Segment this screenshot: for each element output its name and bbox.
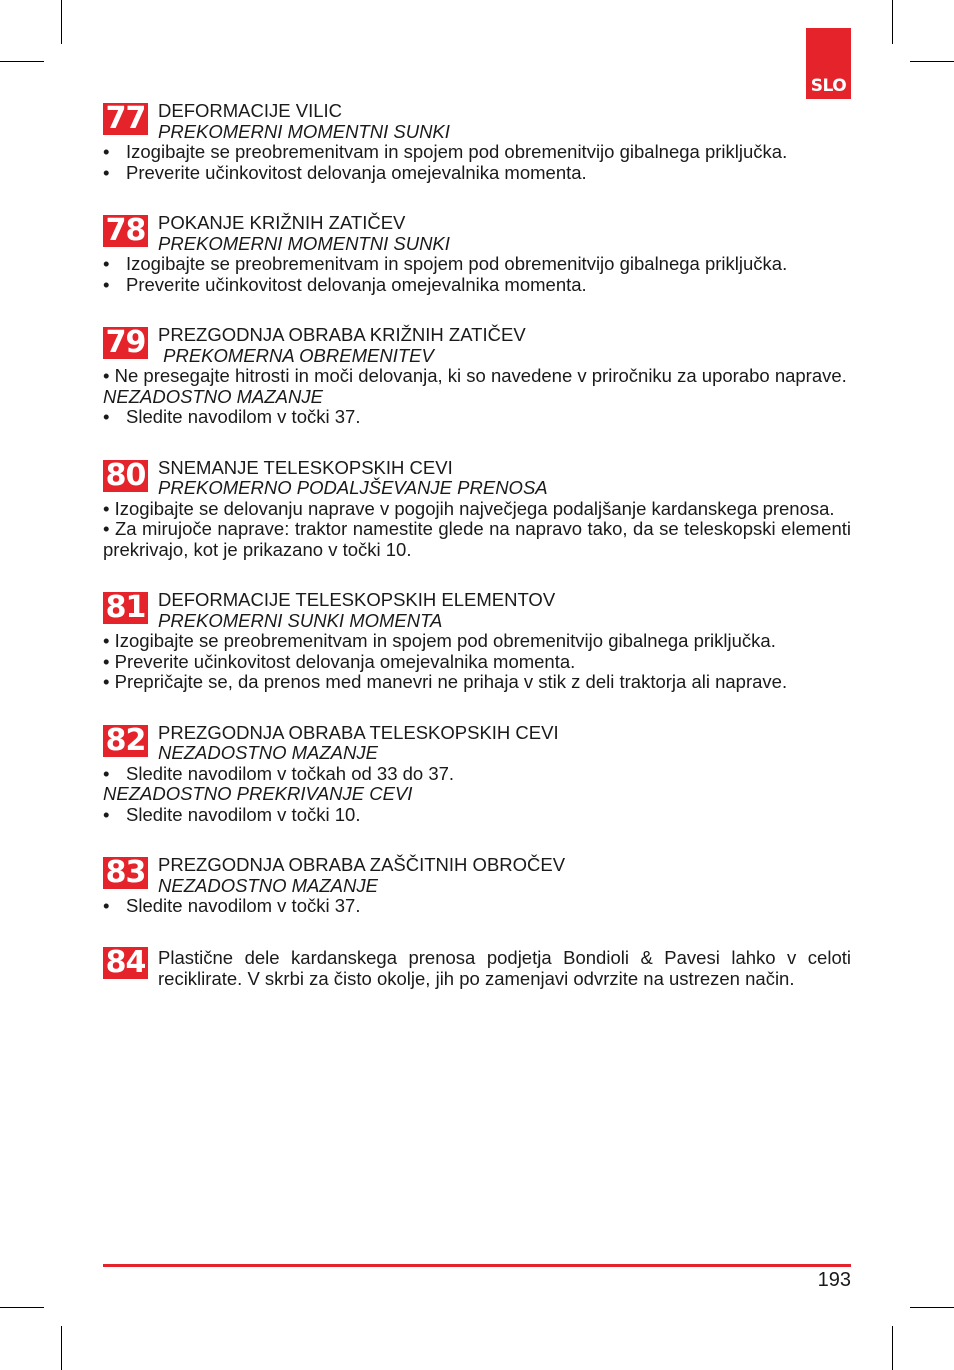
crop-mark bbox=[910, 61, 954, 62]
section-cause: PREKOMERNO PODALJŠEVANJE PRENOSA bbox=[158, 477, 548, 498]
section-body bbox=[103, 499, 851, 561]
section-title: SNEMANJE TELESKOPSKIH CEVI bbox=[158, 456, 453, 478]
paragraph: • Za mirujoče naprave: traktor namestite glede na napravo tako, da se teleskopski elementi prekrivajo, kot je prikazano v točki 10. bbox=[103, 518, 851, 560]
crop-mark bbox=[0, 1307, 44, 1308]
section-title: POKANJE KRIŽNIH ZATIČEV bbox=[158, 212, 406, 233]
section-cause: PREKOMERNI MOMENTNI SUNKI bbox=[158, 232, 450, 254]
section-cause: PREKOMERNI SUNKI MOMENTA bbox=[158, 609, 443, 631]
section-title: PREZGODNJA OBRABA ZAŠČITNIH OBROČEV bbox=[158, 854, 566, 875]
section-number-badge: 84 bbox=[103, 947, 148, 979]
section-cause: PREKOMERNI MOMENTNI SUNKI bbox=[158, 120, 450, 142]
section-heading bbox=[158, 325, 851, 366]
section-number-badge: 81 bbox=[103, 592, 148, 624]
paragraph: • Ne presegajte hitrosti in moči delovanja, ki so navedene v priročniku za uporabo naprave. bbox=[103, 365, 847, 386]
section-body bbox=[103, 896, 851, 917]
bullet-item: • Izogibajte se preobremenitvam in spojem pod obremenitvijo gibalnega priključka. bbox=[103, 254, 851, 275]
crop-mark bbox=[910, 1307, 954, 1308]
section-body bbox=[103, 142, 851, 183]
section-cause: PREKOMERNA OBREMENITEV bbox=[158, 344, 434, 366]
crop-mark bbox=[61, 0, 62, 44]
cause-label: NEZADOSTNO PREKRIVANJE CEVI bbox=[103, 783, 413, 804]
section-number-badge: 83 bbox=[103, 857, 148, 889]
paragraph: • Preverite učinkovitost delovanja omejevalnika momenta. bbox=[103, 650, 576, 672]
section-77 bbox=[103, 101, 851, 183]
paragraph: • Prepričajte se, da prenos med manevri ne prihaja v stik z deli traktorja ali naprave. bbox=[103, 671, 788, 692]
bullet-item: • Sledite navodilom v točkah od 33 do 37. bbox=[103, 764, 851, 785]
section-82 bbox=[103, 723, 851, 826]
language-tab bbox=[806, 28, 851, 99]
bullet-item: • Sledite navodilom v točki 10. bbox=[103, 805, 851, 826]
section-79 bbox=[103, 325, 851, 428]
section-title: DEFORMACIJE VILIC bbox=[158, 100, 342, 121]
section-80 bbox=[103, 458, 851, 561]
section-78 bbox=[103, 213, 851, 295]
bullet-item: • Sledite navodilom v točki 37. bbox=[103, 896, 851, 917]
section-84 bbox=[103, 944, 851, 989]
section-number-badge: 78 bbox=[103, 215, 148, 247]
section-number-badge: 77 bbox=[103, 103, 148, 135]
section-81 bbox=[103, 590, 851, 693]
section-heading bbox=[158, 723, 851, 764]
section-title: PREZGODNJA OBRABA TELESKOPSKIH CEVI bbox=[158, 721, 559, 743]
paragraph: • Izogibajte se delovanju naprave v pogojih največjega podaljšanje kardanskega prenosa. bbox=[103, 497, 835, 519]
section-cause: NEZADOSTNO MAZANJE bbox=[158, 742, 378, 763]
section-body bbox=[103, 764, 851, 826]
page-number: 193 bbox=[817, 1269, 851, 1291]
section-heading bbox=[158, 590, 851, 631]
section-heading bbox=[158, 101, 851, 142]
recycling-note: Plastične dele kardanskega prenosa podjetja Bondioli & Pavesi lahko v celoti reciklirate. V skrbi za čisto okolje, jih po zamenjavi odvrzite na ustrezen način. bbox=[158, 946, 851, 989]
troubleshooting-list bbox=[103, 101, 851, 989]
language-code: SLO bbox=[810, 76, 847, 96]
bullet-item: • Izogibajte se preobremenitvam in spojem pod obremenitvijo gibalnega priključka. bbox=[103, 142, 851, 163]
cause-label: NEZADOSTNO MAZANJE bbox=[103, 385, 323, 407]
section-number-badge: 80 bbox=[103, 460, 148, 492]
section-heading bbox=[158, 458, 851, 499]
section-number-badge: 82 bbox=[103, 725, 148, 757]
section-83 bbox=[103, 855, 851, 917]
section-body bbox=[103, 254, 851, 295]
section-title: DEFORMACIJE TELESKOPSKIH ELEMENTOV bbox=[158, 589, 556, 610]
section-heading bbox=[158, 855, 851, 896]
bullet-item: • Preverite učinkovitost delovanja omejevalnika momenta. bbox=[103, 163, 851, 184]
footer-rule bbox=[103, 1264, 851, 1267]
bullet-item: • Sledite navodilom v točki 37. bbox=[103, 407, 851, 428]
crop-mark bbox=[61, 1326, 62, 1370]
crop-mark bbox=[0, 61, 44, 62]
section-number-badge: 79 bbox=[103, 327, 148, 359]
section-body bbox=[103, 366, 851, 428]
crop-mark bbox=[892, 1326, 893, 1370]
section-body bbox=[103, 631, 851, 693]
section-cause: NEZADOSTNO MAZANJE bbox=[158, 874, 378, 896]
paragraph: • Izogibajte se preobremenitvam in spojem pod obremenitvijo gibalnega priključka. bbox=[103, 630, 776, 651]
section-heading bbox=[158, 213, 851, 254]
section-title: PREZGODNJA OBRABA KRIŽNIH ZATIČEV bbox=[158, 324, 526, 345]
crop-mark bbox=[892, 0, 893, 44]
bullet-item: • Preverite učinkovitost delovanja omejevalnika momenta. bbox=[103, 275, 851, 296]
